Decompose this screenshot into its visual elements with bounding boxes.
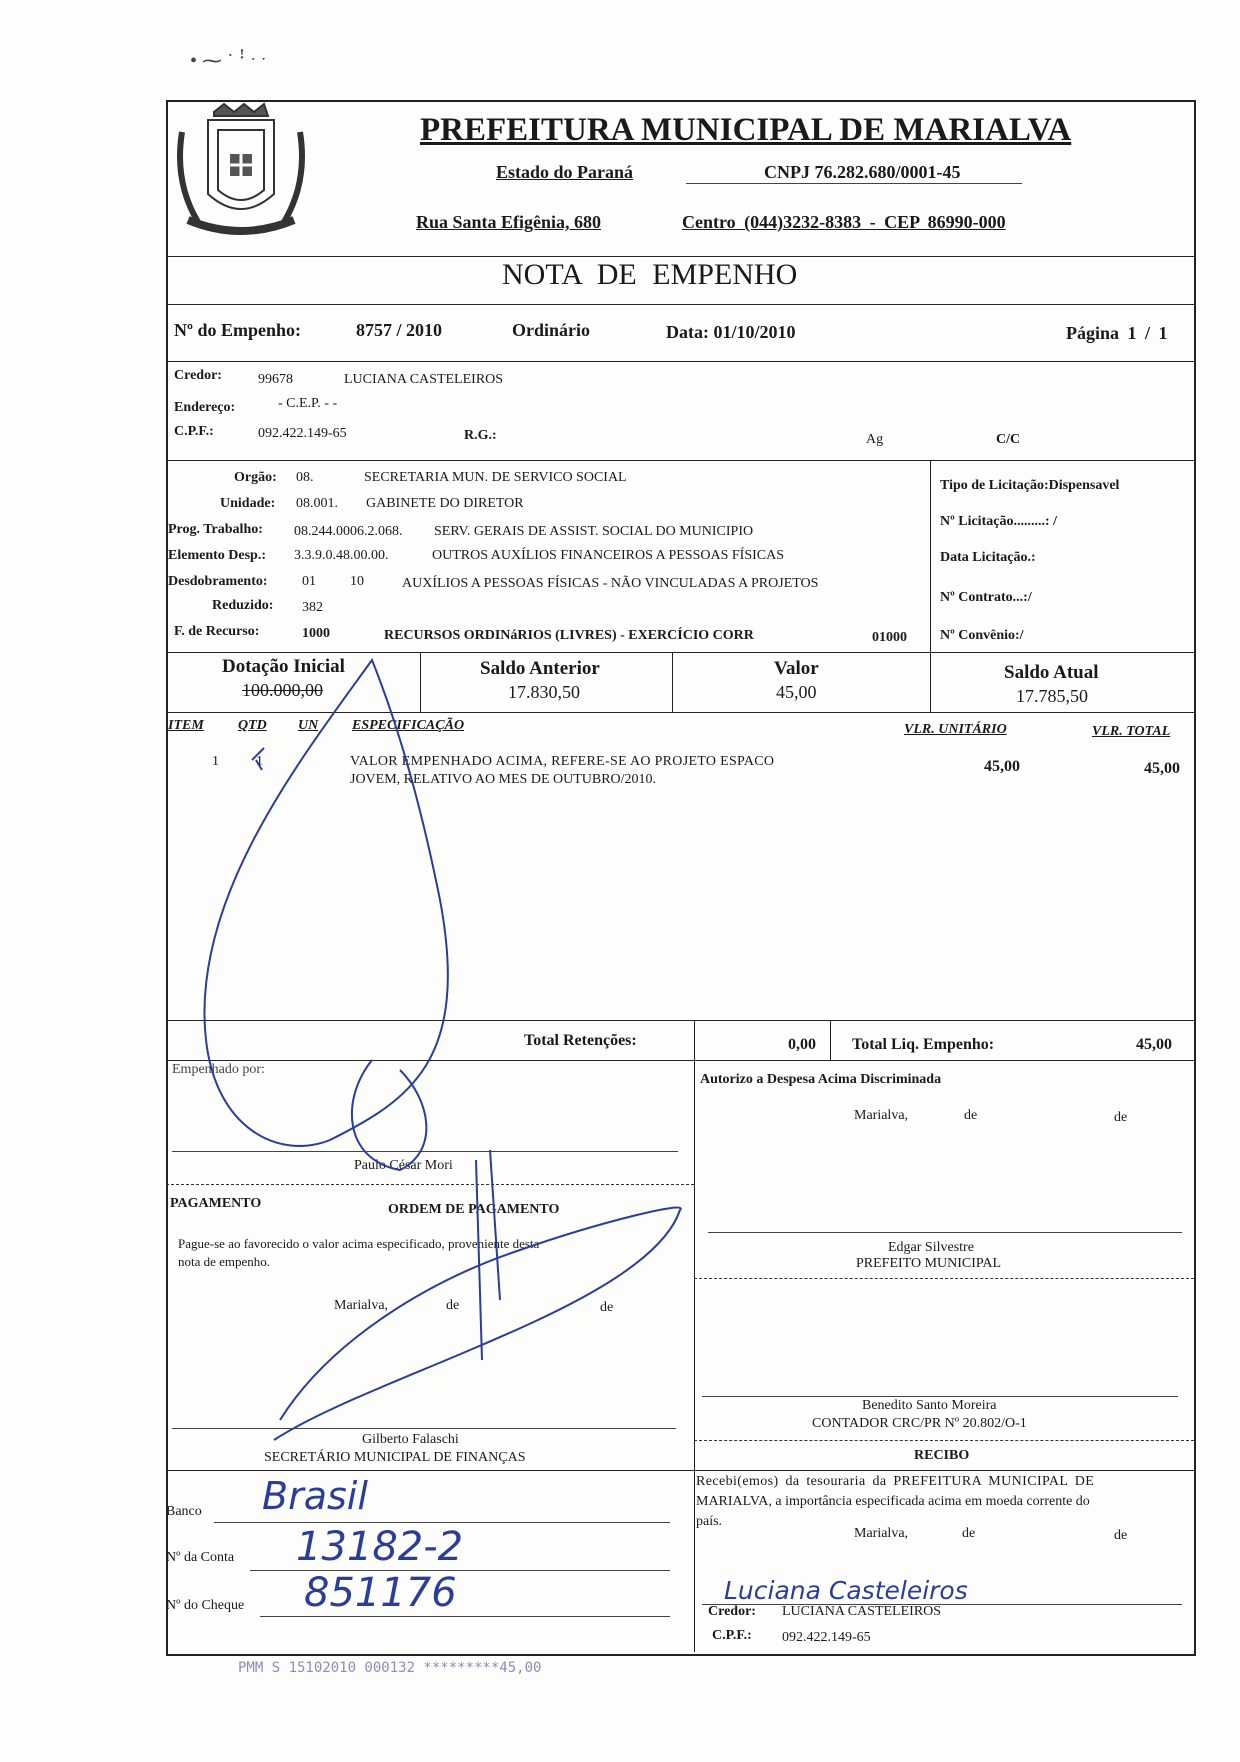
contador-name: Benedito Santo Moreira <box>862 1398 997 1413</box>
autorizo-city: Marialva, <box>854 1108 909 1123</box>
orgao-label: Orgão: <box>234 470 277 485</box>
conta-value: 13182-2 <box>296 1524 464 1570</box>
recibo-de-1: de <box>962 1526 976 1541</box>
secretario-name: Gilberto Falaschi <box>362 1432 459 1447</box>
recibo-de-2: de <box>1114 1528 1128 1543</box>
empenho-date: Data: 01/10/2010 <box>666 322 796 342</box>
banco-value: Brasil <box>262 1474 368 1518</box>
credor-signature: Luciana Casteleiros <box>724 1576 968 1605</box>
prog-code: 08.244.0006.2.068. <box>294 524 403 539</box>
fonte-code-2: 01000 <box>872 630 907 645</box>
row-spec-line-2: JOVEM, RELATIVO AO MES DE OUTUBRO/2010. <box>350 772 657 787</box>
row-item: 1 <box>212 754 219 769</box>
pagamento-de-1: de <box>446 1298 460 1313</box>
pagamento-label: PAGAMENTO <box>170 1196 262 1211</box>
dotacao-value: 100.000,00 <box>242 680 323 700</box>
prefeito-title: PREFEITO MUNICIPAL <box>856 1256 1002 1271</box>
col-total-header: VLR. TOTAL <box>1092 724 1171 739</box>
licitacao-numero: Nº Licitação.........: / <box>940 514 1057 529</box>
row-total: 45,00 <box>1144 760 1180 777</box>
reduzido-label: Reduzido: <box>212 598 274 613</box>
col-item-header: ITEM <box>168 718 204 733</box>
endereco-value: - C.E.P. - - <box>278 396 338 411</box>
pagamento-text-line-1: Pague-se ao favorecido o valor acima especificado, proveniente desta <box>178 1236 540 1251</box>
credor-name: LUCIANA CASTELEIROS <box>344 372 504 387</box>
fonte-code: 1000 <box>302 626 330 641</box>
address-details: Centro (044)3232-8383 - CEP 86990-000 <box>682 212 1006 232</box>
desdobramento-code-2: 10 <box>350 574 364 589</box>
recibo-text-line-2: MARIALVA, a importância especificada acima em moeda corrente do <box>696 1494 1090 1509</box>
col-un-header: UN <box>298 718 319 733</box>
total-liquido-value: 45,00 <box>1136 1036 1172 1053</box>
contrato-numero: Nº Contrato...:/ <box>940 590 1032 605</box>
state-name: Estado do Paraná <box>496 162 634 182</box>
saldo-anterior-value: 17.830,50 <box>508 682 580 702</box>
recibo-text-line-3: país. <box>696 1514 723 1529</box>
empenho-number: 8757 / 2010 <box>356 320 443 340</box>
recibo-cpf-value: 092.422.149-65 <box>782 1630 871 1645</box>
col-spec-header: ESPECIFICAÇÃO <box>352 718 465 733</box>
empenho-number-label: Nº do Empenho: <box>174 320 301 340</box>
cpf-label: C.P.F.: <box>174 424 214 439</box>
elemento-code: 3.3.9.0.48.00.00. <box>294 548 389 563</box>
col-qtd-header: QTD <box>238 718 267 733</box>
valor-value: 45,00 <box>776 682 817 702</box>
rg-label: R.G.: <box>464 428 497 443</box>
credor-code: 99678 <box>258 372 293 387</box>
credor-label: Credor: <box>174 368 222 383</box>
recibo-label: RECIBO <box>914 1448 970 1463</box>
ag-label: Ag <box>866 432 884 447</box>
total-liquido-label: Total Liq. Empenho: <box>852 1036 995 1053</box>
col-unit-price-header: VLR. UNITÁRIO <box>904 722 1007 737</box>
saldo-atual-value: 17.785,50 <box>1016 686 1088 706</box>
elemento-name: OUTROS AUXÍLIOS FINANCEIROS A PESSOAS FÍSICAS <box>432 548 785 563</box>
autorizo-de-2: de <box>1114 1110 1128 1125</box>
scan-marks: • ⁓ ˙ ꜝ ˑ ˑ <box>190 50 267 72</box>
row-unit-price: 45,00 <box>984 758 1020 775</box>
reduzido-value: 382 <box>302 600 323 615</box>
page-title: PREFEITURA MUNICIPAL DE MARIALVA <box>420 112 1072 148</box>
page-number: Página 1 / 1 <box>1066 323 1168 343</box>
orgao-code: 08. <box>296 470 314 485</box>
empenho-type: Ordinário <box>512 320 591 340</box>
ordem-pagamento-label: ORDEM DE PAGAMENTO <box>388 1202 560 1217</box>
row-qtd: 1 <box>256 754 263 769</box>
prog-label: Prog. Trabalho: <box>168 522 263 537</box>
desdobramento-label: Desdobramento: <box>168 574 268 589</box>
document-title: NOTA DE EMPENHO <box>502 258 798 291</box>
recibo-credor-label: Credor: <box>708 1604 756 1619</box>
autorizo-label: Autorizo a Despesa Acima Discriminada <box>700 1072 942 1087</box>
banco-label: Banco <box>166 1504 202 1519</box>
total-retencoes-label: Total Retenções: <box>524 1032 637 1049</box>
desdobramento-code-1: 01 <box>302 574 316 589</box>
secretario-title: SECRETÁRIO MUNICIPAL DE FINANÇAS <box>264 1450 526 1465</box>
saldo-anterior-label: Saldo Anterior <box>480 658 600 679</box>
cheque-label: Nº do Cheque <box>166 1598 245 1613</box>
conta-label: Nº da Conta <box>166 1550 235 1565</box>
prog-name: SERV. GERAIS DE ASSIST. SOCIAL DO MUNICIPIO <box>434 524 754 539</box>
cpf-value: 092.422.149-65 <box>258 426 347 441</box>
unidade-code: 08.001. <box>296 496 338 511</box>
recibo-cpf-label: C.P.F.: <box>712 1628 752 1643</box>
cheque-value: 851176 <box>304 1570 457 1616</box>
unidade-name: GABINETE DO DIRETOR <box>366 496 524 511</box>
recibo-text-line-1: Recebi(emos) da tesouraria da PREFEITURA MUNICIPAL DE <box>696 1474 1095 1489</box>
recibo-credor-name: LUCIANA CASTELEIROS <box>782 1604 942 1619</box>
elemento-label: Elemento Desp.: <box>168 548 266 563</box>
cnpj: CNPJ 76.282.680/0001-45 <box>764 162 961 182</box>
fonte-name: RECURSOS ORDINáRIOS (LIVRES) - EXERCÍCIO CORR <box>384 628 754 643</box>
desdobramento-name: AUXÍLIOS A PESSOAS FÍSICAS - NÃO VINCULADAS A PROJETOS <box>402 576 819 591</box>
fonte-label: F. de Recurso: <box>174 624 260 639</box>
recibo-city: Marialva, <box>854 1526 909 1541</box>
pagamento-city: Marialva, <box>334 1298 389 1313</box>
unidade-label: Unidade: <box>220 496 276 511</box>
street-address: Rua Santa Efigênia, 680 <box>416 212 602 232</box>
contador-title: CONTADOR CRC/PR Nº 20.802/O-1 <box>812 1416 1027 1431</box>
endereco-label: Endereço: <box>174 400 236 415</box>
total-retencoes-value: 0,00 <box>788 1036 816 1053</box>
cc-label: C/C <box>996 432 1021 447</box>
prefeito-name: Edgar Silvestre <box>888 1240 974 1255</box>
pagamento-de-2: de <box>600 1300 614 1315</box>
empenhado-por-label: Empenhado por: <box>172 1062 265 1077</box>
saldo-atual-label: Saldo Atual <box>1004 662 1099 683</box>
row-spec-line-1: VALOR EMPENHADO ACIMA, REFERE-SE AO PROJETO ESPACO <box>350 754 775 769</box>
valor-label: Valor <box>774 658 819 679</box>
dotacao-label: Dotação Inicial <box>222 656 345 677</box>
autorizo-de-1: de <box>964 1108 978 1123</box>
payment-stamp: PMM S 15102010 000132 *********45,00 <box>238 1660 542 1676</box>
pagamento-text-line-2: nota de empenho. <box>178 1254 271 1269</box>
orgao-name: SECRETARIA MUN. DE SERVICO SOCIAL <box>364 470 627 485</box>
convenio-numero: Nº Convênio:/ <box>940 628 1024 643</box>
licitacao-tipo: Tipo de Licitação:Dispensavel <box>940 478 1120 493</box>
empenhado-por-name: Paulo César Mori <box>354 1158 453 1173</box>
licitacao-data: Data Licitação.: <box>940 550 1036 565</box>
